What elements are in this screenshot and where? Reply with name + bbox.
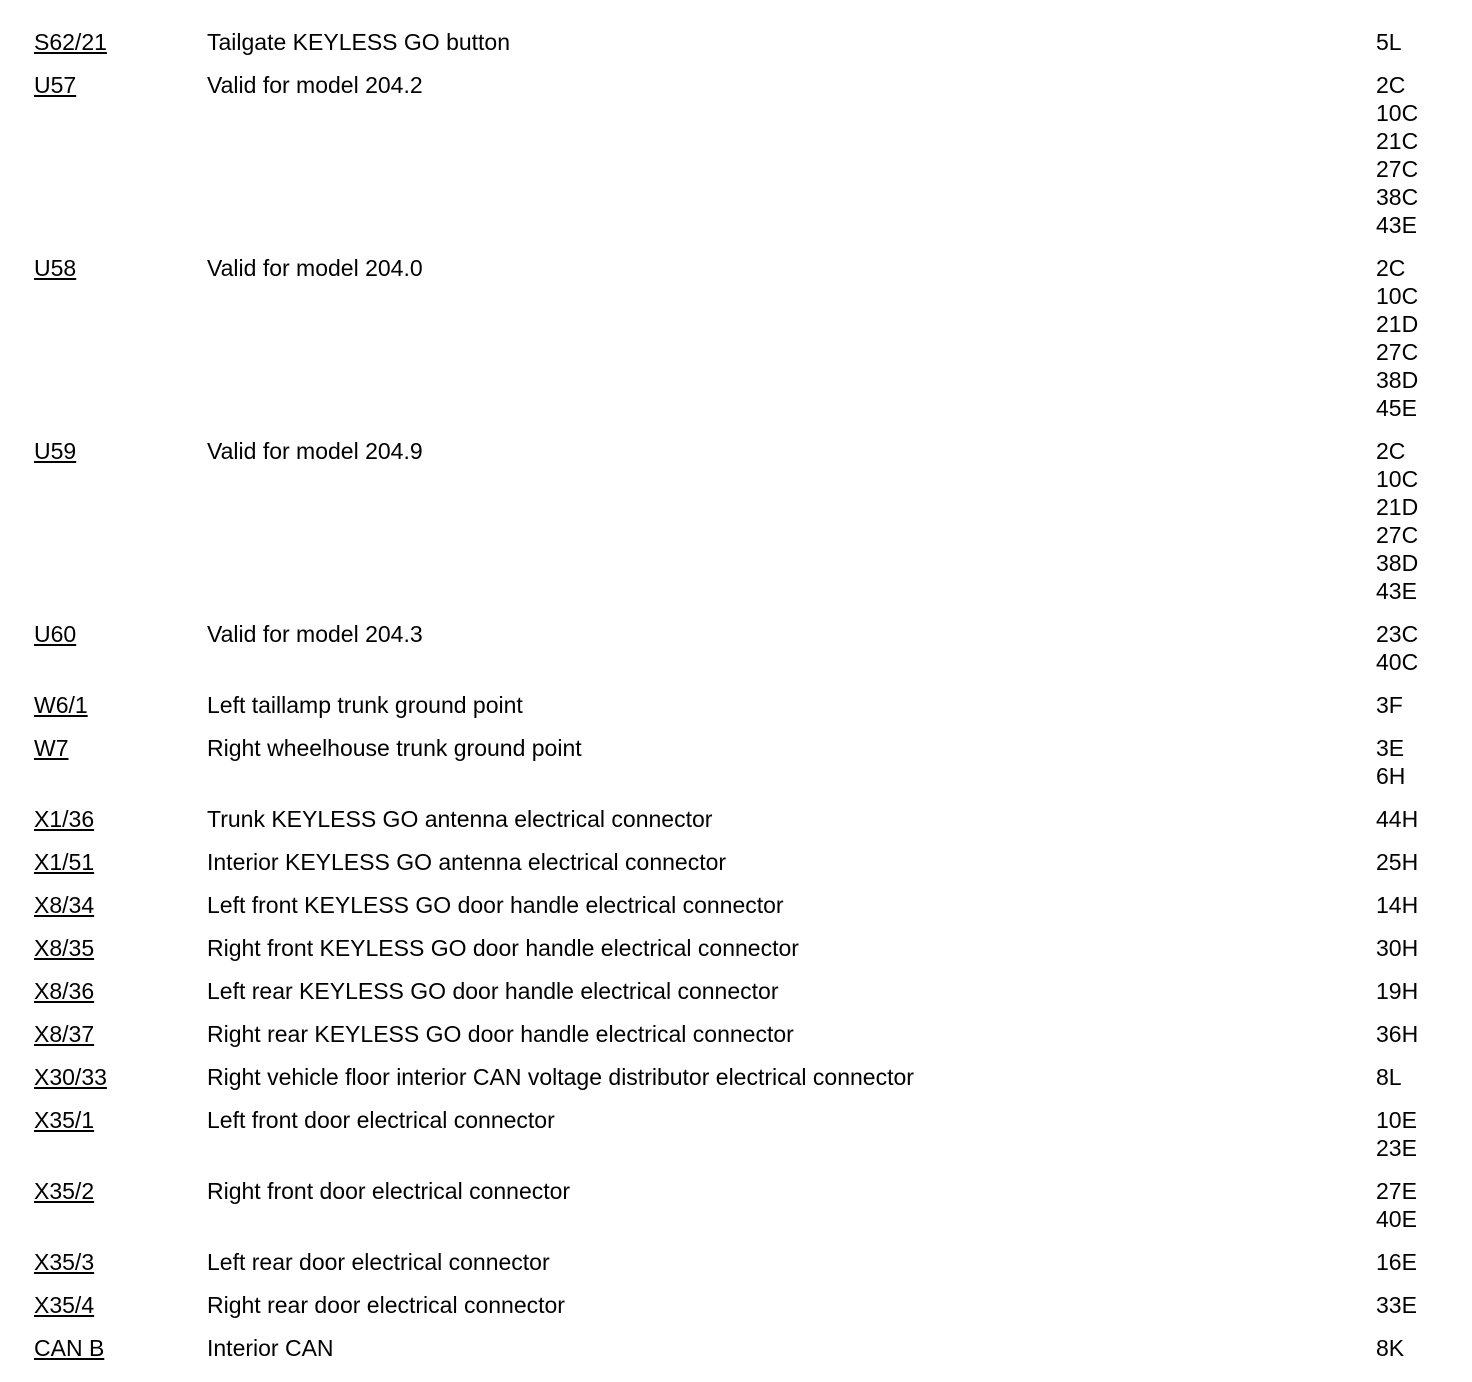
grid-reference: 21C [1376, 128, 1419, 154]
grid-reference: 10C [1376, 466, 1419, 492]
grid-references [1376, 437, 1418, 605]
grid-reference: 27E [1376, 1178, 1417, 1204]
grid-reference: 38D [1376, 367, 1419, 393]
grid-references [1376, 734, 1405, 790]
component-description: Left front door electrical connector [207, 1107, 555, 1133]
component-description: Left front KEYLESS GO door handle electrical connector [207, 892, 784, 918]
grid-references [1376, 691, 1403, 719]
grid-reference: 33E [1376, 1292, 1417, 1318]
grid-references [1376, 848, 1418, 876]
component-description: Tailgate KEYLESS GO button [207, 29, 511, 55]
grid-reference: 43E [1376, 578, 1417, 604]
component-description: Left rear door electrical connector [207, 1249, 550, 1275]
component-description: Right rear KEYLESS GO door handle electrical connector [207, 1021, 794, 1047]
grid-reference: 38C [1376, 184, 1419, 210]
grid-reference: 27C [1376, 522, 1419, 548]
grid-reference: 10C [1376, 283, 1419, 309]
grid-reference: 2C [1376, 72, 1406, 98]
grid-reference: 43E [1376, 212, 1417, 238]
component-code-link[interactable]: CAN B [34, 1335, 105, 1361]
grid-reference: 3E [1376, 735, 1405, 761]
grid-reference: 40E [1376, 1206, 1417, 1232]
grid-references [1376, 28, 1402, 56]
grid-references [1376, 620, 1418, 676]
grid-references [1376, 1106, 1417, 1162]
grid-reference: 10C [1376, 100, 1419, 126]
grid-references [1376, 1291, 1417, 1319]
grid-references [1376, 1334, 1404, 1362]
grid-references [1376, 1020, 1418, 1048]
component-description: Left rear KEYLESS GO door handle electrical connector [207, 978, 779, 1004]
component-code-link[interactable]: X8/36 [34, 978, 95, 1004]
component-description: Left taillamp trunk ground point [207, 692, 523, 718]
grid-references [1376, 254, 1418, 422]
component-description: Interior CAN [207, 1335, 334, 1361]
component-description: Interior KEYLESS GO antenna electrical connector [207, 849, 727, 875]
grid-reference: 38D [1376, 550, 1419, 576]
grid-reference: 2C [1376, 255, 1406, 281]
grid-references [1376, 1063, 1402, 1091]
component-code-link[interactable]: X35/4 [34, 1292, 95, 1318]
grid-references [1376, 1177, 1417, 1233]
component-code-link[interactable]: W7 [34, 735, 69, 761]
grid-reference: 30H [1376, 935, 1419, 961]
grid-reference: 44H [1376, 806, 1419, 832]
grid-reference: 23C [1376, 621, 1419, 647]
grid-reference: 6H [1376, 763, 1406, 789]
component-description: Valid for model 204.9 [207, 438, 423, 464]
grid-reference: 8L [1376, 1064, 1402, 1090]
grid-reference: 40C [1376, 649, 1419, 675]
grid-reference: 19H [1376, 978, 1419, 1004]
grid-reference: 21D [1376, 311, 1419, 337]
component-code-link[interactable]: X8/35 [34, 935, 95, 961]
component-description: Right wheelhouse trunk ground point [207, 735, 582, 761]
component-code-link[interactable]: X1/36 [34, 806, 95, 832]
grid-reference: 16E [1376, 1249, 1417, 1275]
grid-reference: 45E [1376, 395, 1417, 421]
component-code-link[interactable]: U58 [34, 255, 77, 281]
component-description: Right front KEYLESS GO door handle electrical connector [207, 935, 799, 961]
grid-reference: 2C [1376, 438, 1406, 464]
grid-references [1376, 1248, 1417, 1276]
component-description: Right vehicle floor interior CAN voltage distributor electrical connector [207, 1064, 914, 1090]
component-code-link[interactable]: X30/33 [34, 1064, 107, 1090]
component-code-link[interactable]: X35/2 [34, 1178, 95, 1204]
component-description: Valid for model 204.2 [207, 72, 423, 98]
component-code-link[interactable]: X35/3 [34, 1249, 95, 1275]
component-code-link[interactable]: U57 [34, 72, 77, 98]
component-description: Right front door electrical connector [207, 1178, 571, 1204]
grid-references [1376, 805, 1418, 833]
grid-reference: 25H [1376, 849, 1419, 875]
component-code-link[interactable]: X8/37 [34, 1021, 95, 1047]
component-code-link[interactable]: S62/21 [34, 29, 107, 55]
grid-reference: 27C [1376, 339, 1419, 365]
grid-reference: 21D [1376, 494, 1419, 520]
grid-references [1376, 977, 1418, 1005]
grid-references [1376, 891, 1418, 919]
component-description: Right rear door electrical connector [207, 1292, 565, 1318]
grid-references [1376, 934, 1418, 962]
component-code-link[interactable]: X1/51 [34, 849, 95, 875]
component-code-link[interactable]: U60 [34, 621, 77, 647]
grid-reference: 3F [1376, 692, 1403, 718]
grid-references [1376, 71, 1418, 239]
component-code-link[interactable]: W6/1 [34, 692, 88, 718]
grid-reference: 23E [1376, 1135, 1417, 1161]
grid-reference: 27C [1376, 156, 1419, 182]
component-code-link[interactable]: U59 [34, 438, 77, 464]
component-code-link[interactable]: X8/34 [34, 892, 95, 918]
grid-reference: 8K [1376, 1335, 1405, 1361]
grid-reference: 10E [1376, 1107, 1417, 1133]
component-code-link[interactable]: X35/1 [34, 1107, 95, 1133]
component-description: Valid for model 204.0 [207, 255, 423, 281]
component-description: Trunk KEYLESS GO antenna electrical connector [207, 806, 713, 832]
grid-reference: 36H [1376, 1021, 1419, 1047]
component-description: Valid for model 204.3 [207, 621, 423, 647]
grid-reference: 5L [1376, 29, 1402, 55]
grid-reference: 14H [1376, 892, 1419, 918]
